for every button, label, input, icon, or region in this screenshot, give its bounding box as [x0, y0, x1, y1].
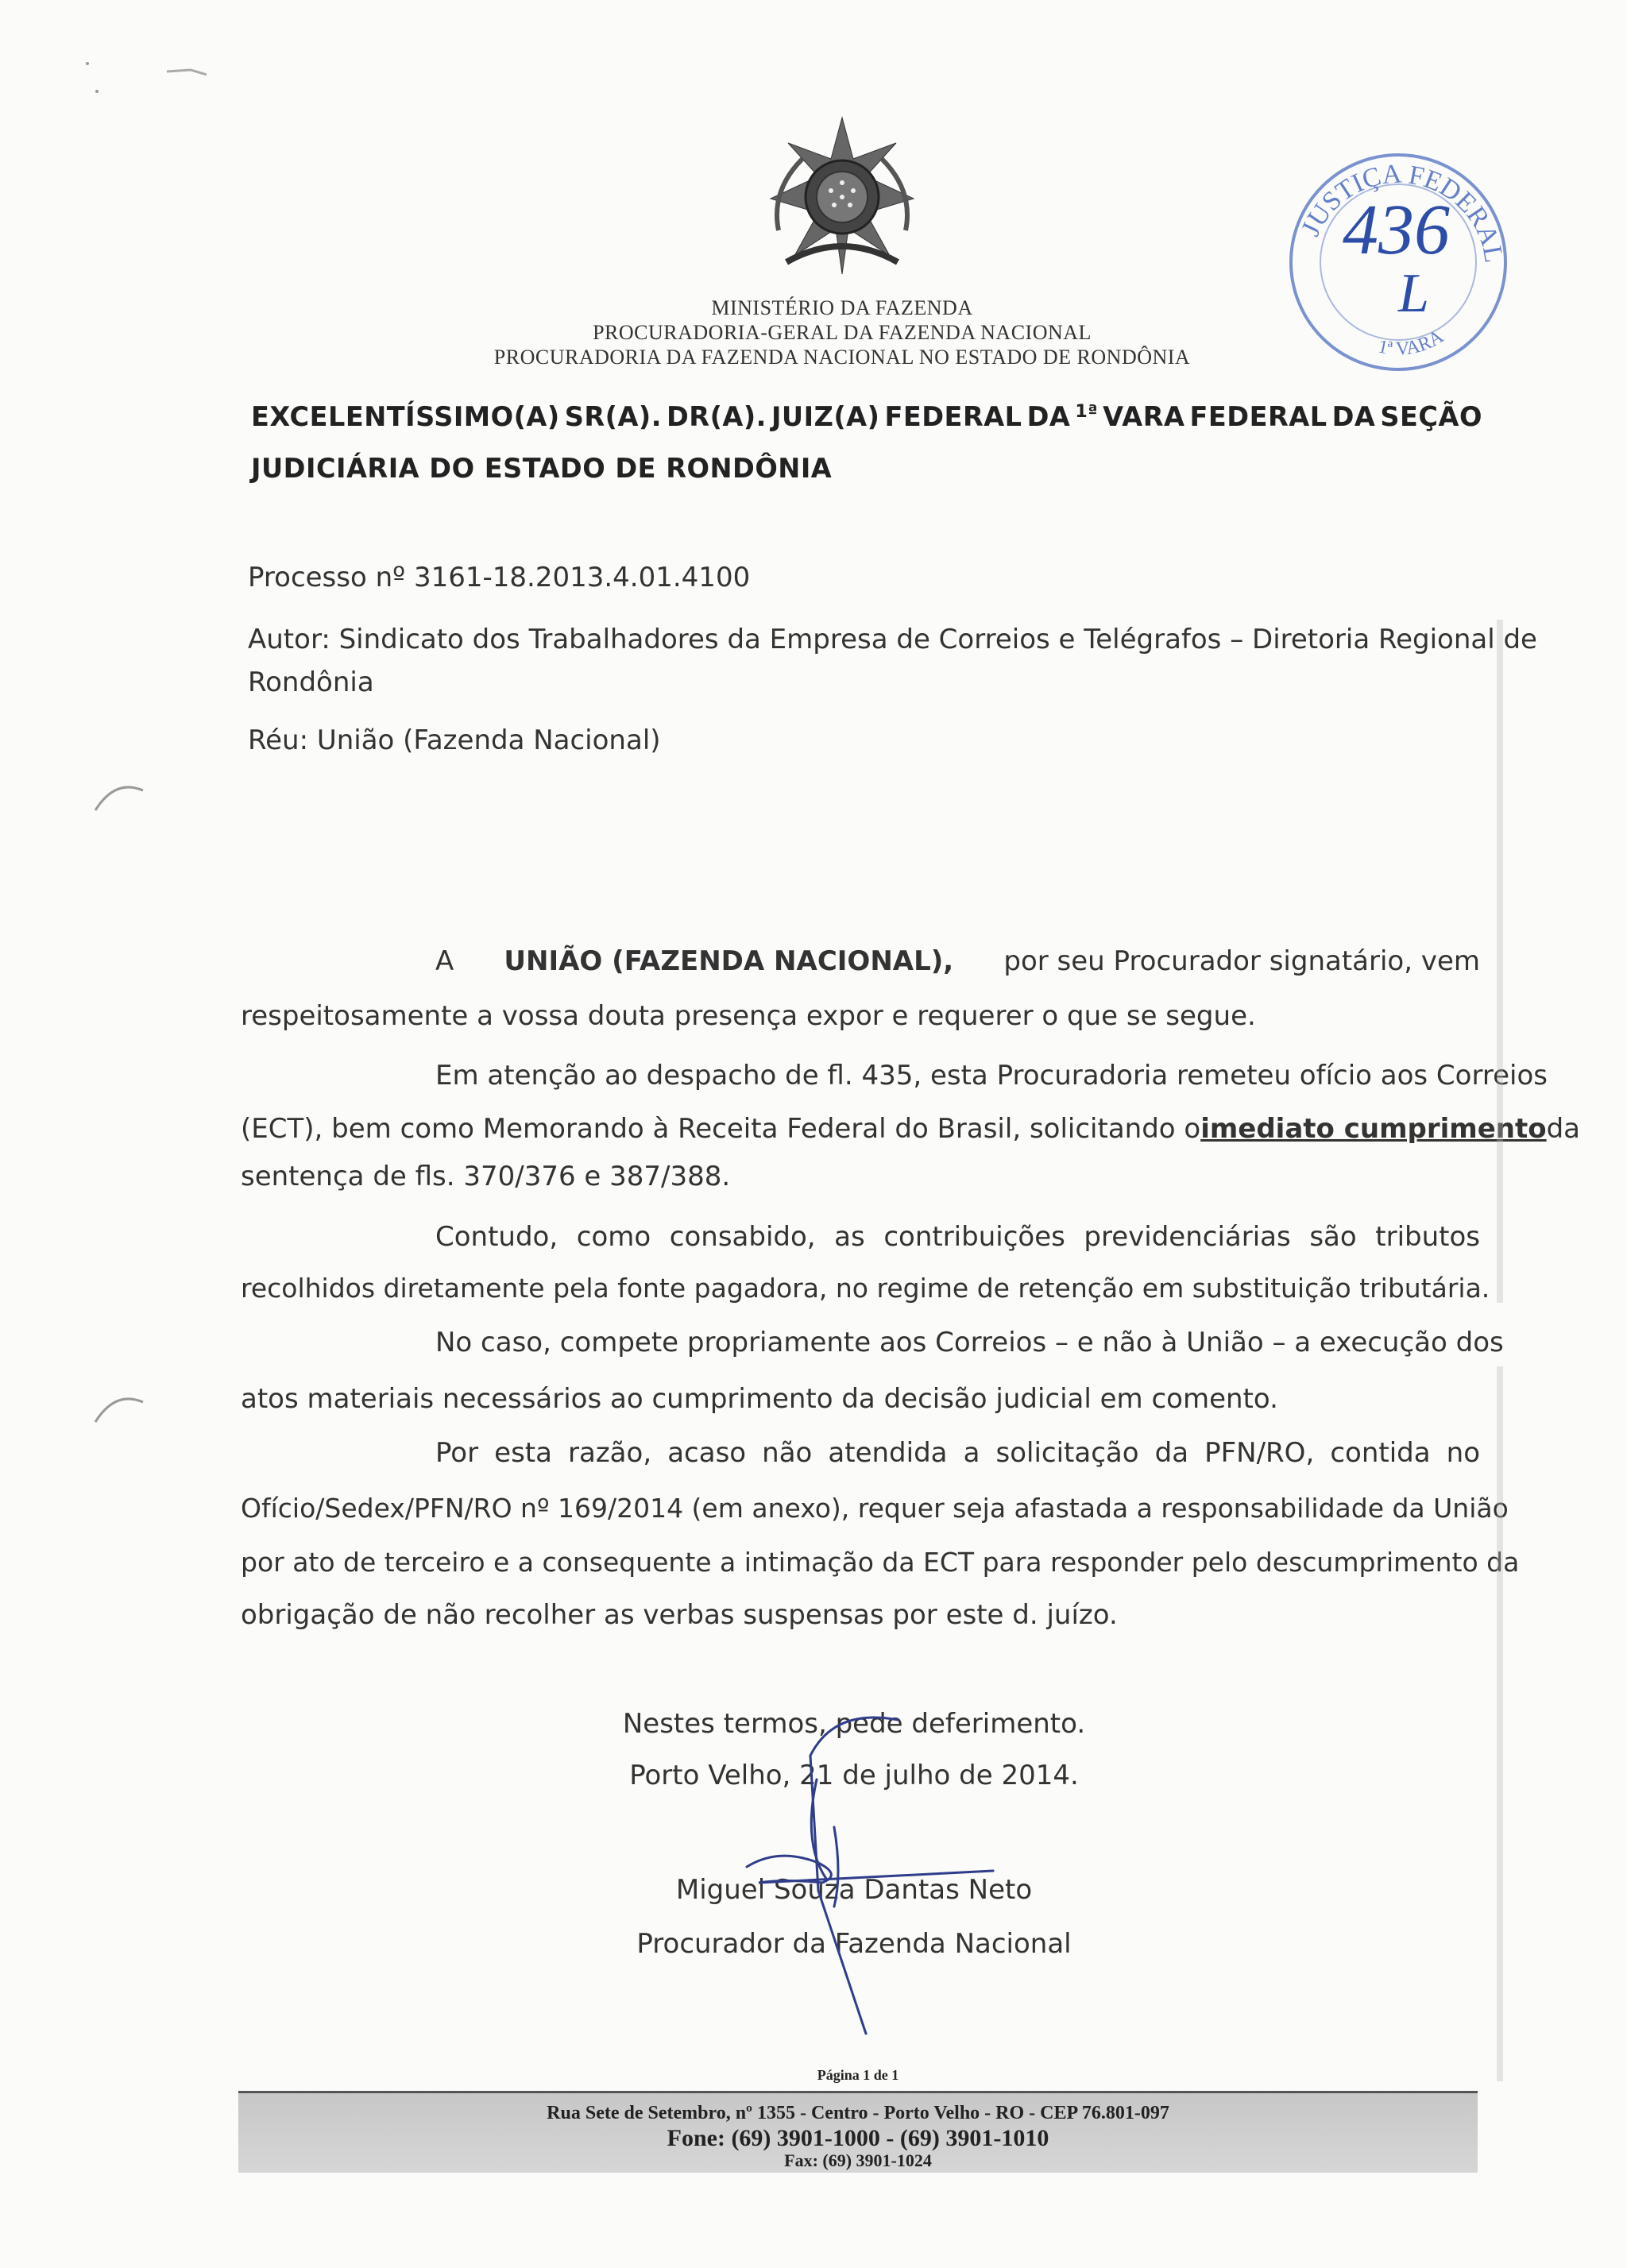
footer-fax: Fax: (69) 3901-1024	[784, 2150, 932, 2170]
paragraph-5-line-3: por ato de terceiro e a consequente a intimação da ECT para responder pelo descumprimento da	[241, 1547, 1520, 1578]
plaintiff-line-1: Autor: Sindicato dos Trabalhadores da Empresa de Correios e Telégrafos – Diretoria Regional de	[248, 624, 1537, 655]
addressee-word: 1ª	[1075, 402, 1099, 422]
p1-article: A	[435, 945, 454, 977]
page-indicator: Página 1 de 1	[817, 2067, 899, 2083]
paragraph-5-line-1: Por esta razão, acaso não atendida a solicitação da PFN/RO, contida no	[435, 1437, 1480, 1469]
addressee-word: DA	[1026, 401, 1071, 432]
svg-text:1ª VARA	[1376, 326, 1447, 359]
paragraph-4-line-2: atos materiais necessários ao cumprimento da decisão judicial em comento.	[241, 1383, 1278, 1415]
p2-emphasis: imediato cumprimento	[1200, 1113, 1547, 1145]
paragraph-3-line-1: Contudo, como consabido, as contribuições previdenciárias são tributos	[435, 1221, 1480, 1253]
footer-address: Rua Sete de Setembro, nº 1355 - Centro - Porto Velho - RO - CEP 76.801-097	[547, 2103, 1169, 2123]
handwritten-signature-icon	[715, 1684, 1017, 2057]
p2-tail: da	[1546, 1113, 1581, 1145]
case-number: Processo nº 3161-18.2013.4.01.4100	[248, 562, 751, 593]
addressee-word: DR(A).	[666, 401, 767, 432]
p2-text: (ECT), bem como Memorando à Receita Federal do Brasil, solicitando o	[241, 1113, 1201, 1145]
paragraph-3-line-2: recolhidos diretamente pela fonte pagadora, no regime de retenção em substituição tributária.	[241, 1273, 1490, 1304]
coat-of-arms-icon	[755, 111, 929, 286]
plaintiff-line-2: Rondônia	[248, 666, 374, 698]
pfn-state-name: PROCURADORIA DA FAZENDA NACIONAL NO ESTADO DE RONDÔNIA	[493, 346, 1191, 369]
footer-phone: Fone: (69) 3901-1000 - (69) 3901-1010	[667, 2125, 1049, 2151]
addressee-word: FEDERAL	[884, 401, 1022, 432]
letterhead	[238, 296, 1446, 369]
punch-hole-mark-bottom	[87, 1382, 151, 1430]
closing-formula: Nestes termos, pede deferimento.	[622, 1708, 1086, 1740]
signatory-name: Miguel Souza Dantas Neto	[675, 1874, 1033, 1906]
ministry-name: MINISTÉRIO DA FAZENDA	[711, 296, 973, 319]
paragraph-2-line-1: Em atenção ao despacho de fl. 435, esta Procuradoria remeteu ofício aos Correios	[435, 1060, 1548, 1091]
addressee-word: VARA	[1103, 401, 1185, 432]
addressee-line-2: JUDICIÁRIA DO ESTADO DE RONDÔNIA	[251, 453, 833, 484]
addressee-line-1	[251, 401, 1482, 432]
addressee-word: SEÇÃO	[1380, 401, 1482, 432]
paragraph-2-line-2	[241, 1113, 1581, 1145]
stamp-initial: L	[1398, 263, 1429, 324]
protocol-stamp-vertical	[1486, 620, 1517, 1319]
addressee-word: JUIZ(A)	[771, 401, 880, 432]
paragraph-2-line-3: sentença de fls. 370/376 e 387/388.	[241, 1161, 731, 1192]
protocol-stamp-vertical-lower	[1486, 1366, 1517, 2097]
defendant: Réu: União (Fazenda Nacional)	[248, 724, 661, 756]
punch-hole-mark-top	[87, 771, 151, 818]
scan-marks	[48, 48, 207, 103]
stamp-page-number: 436	[1343, 191, 1450, 269]
addressee-word: EXCELENTÍSSIMO(A)	[251, 401, 560, 432]
pgfn-name: PROCURADORIA-GERAL DA FAZENDA NACIONAL	[593, 321, 1092, 344]
stamp-ring-bottom: 1ª VARA	[1376, 326, 1447, 360]
paragraph-4-line-1: No caso, compete propriamente aos Correios – e não à União – a execução dos	[435, 1327, 1504, 1358]
addressee-word: FEDERAL	[1189, 401, 1327, 432]
p1-rest: por seu Procurador signatário, vem	[1003, 945, 1480, 977]
signatory-role: Procurador da Fazenda Nacional	[636, 1928, 1072, 1960]
addressee-word: DA	[1331, 401, 1376, 432]
stamp-ring-top: JUSTIÇA FEDERAL	[1296, 159, 1509, 265]
paragraph-1-line-2: respeitosamente a vossa douta presença expor e requerer o que se segue.	[241, 1000, 1256, 1032]
addressee-word: SR(A).	[564, 401, 662, 432]
p1-party: UNIÃO (FAZENDA NACIONAL),	[504, 945, 954, 977]
paragraph-5-line-2: Ofício/Sedex/PFN/RO nº 169/2014 (em anexo), requer seja afastada a responsabilidade da União	[241, 1493, 1509, 1524]
paragraph-1-line-1	[435, 945, 1480, 977]
closing-date: Porto Velho, 21 de julho de 2014.	[629, 1760, 1079, 1791]
paragraph-5-line-4: obrigação de não recolher as verbas suspensas por este d. juízo.	[241, 1599, 1118, 1631]
